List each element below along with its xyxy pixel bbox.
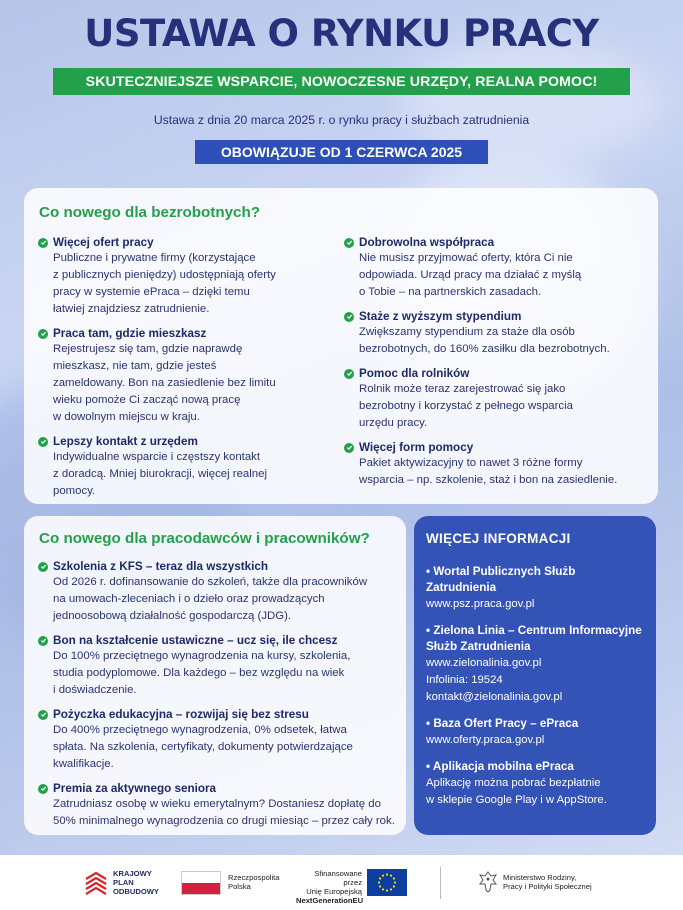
- polish-flag-icon: [181, 871, 221, 895]
- info-resource-item: [426, 716, 648, 749]
- unemployed-benefit-item-description: Rolnik może teraz zarejestrować się jako bezrobotny i korzystać z pełnego wsparcia urzędu pracy.: [359, 383, 573, 429]
- info-resource-title: Służb Zatrudnienia: [426, 640, 531, 653]
- employer-benefit-item-description: Zatrudniasz osobę w wieku emerytalnym? Dostaniesz dopłatę do 50% minimalnego wynagrodzenia co drugi miesiąc – przez cały rok.: [53, 798, 395, 827]
- rzeczpospolita-logo-text: Rzeczpospolita Polska: [228, 873, 280, 891]
- effective-date-banner: OBOWIĄZUJE OD 1 CZERWCA 2025: [195, 140, 488, 164]
- employers-panel: [24, 516, 406, 835]
- employer-benefit-item-title: Bon na kształcenie ustawiczne – ucz się, ile chcesz: [38, 634, 402, 647]
- employer-benefit-item-title: Premia za aktywnego seniora: [38, 782, 402, 795]
- employer-benefit-item-description: Od 2026 r. dofinansowanie do szkoleń, także dla pracowników na umowach-zleceniach i o dzieło oraz prowadzących jednoosobową działalność gospodarczą (JDG).: [53, 576, 368, 622]
- employer-benefit-item-title: Pożyczka edukacyjna – rozwijaj się bez stresu: [38, 708, 402, 721]
- slogan-banner: SKUTECZNIEJSZE WSPARCIE, NOWOCZESNE URZĘDY, REALNA POMOC!: [53, 68, 630, 95]
- footer-logos: [0, 855, 683, 910]
- ministry-logo-text: Ministerstwo Rodziny, Pracy i Polityki Społecznej: [503, 873, 592, 891]
- info-resource-link[interactable]: www.oferty.praca.gov.pl: [426, 734, 545, 746]
- check-circle-icon: [38, 562, 48, 572]
- unemployed-benefit-item-description: Zwiększamy stypendium za staże dla osób bezrobotnych, do 160% zasiłku dla bezrobotnych.: [359, 326, 610, 355]
- unemployed-benefit-item: [344, 441, 654, 489]
- unemployed-benefit-item: [38, 236, 338, 318]
- check-circle-icon: [344, 369, 354, 379]
- kpo-logo-text: KRAJOWY PLAN ODBUDOWY: [113, 869, 159, 896]
- unemployed-benefit-item: [38, 435, 338, 500]
- info-resource-item: [426, 564, 648, 613]
- info-resource-link[interactable]: www.zielonalinia.gov.pl: [426, 657, 542, 669]
- info-resource-text: Aplikację można pobrać bezpłatnie: [426, 777, 601, 789]
- check-circle-icon: [344, 238, 354, 248]
- info-resource-title: • Aplikacja mobilna ePraca: [426, 760, 574, 773]
- unemployed-benefit-item-title: Lepszy kontakt z urzędem: [38, 435, 338, 448]
- unemployed-benefit-item-title: Praca tam, gdzie mieszkasz: [38, 327, 338, 340]
- kpo-logo-icon: [84, 871, 108, 895]
- eagle-emblem-icon: [478, 870, 498, 894]
- act-reference: Ustawa z dnia 20 marca 2025 r. o rynku pracy i służbach zatrudnienia: [153, 113, 530, 127]
- unemployed-benefit-item-description: Nie musisz przyjmować oferty, która Ci nie odpowiada. Urząd pracy ma działać z myślą o Tobie – na partnerskich zasadach.: [359, 252, 582, 298]
- unemployed-left-column: [38, 236, 338, 509]
- unemployed-benefit-item-description: Pakiet aktywizacyjny to nawet 3 różne formy wsparcia – np. szkolenie, staż i bon na zasiedlenie.: [359, 457, 618, 486]
- unemployed-benefit-item: [344, 310, 654, 358]
- check-circle-icon: [38, 329, 48, 339]
- unemployed-benefit-item: [38, 327, 338, 426]
- unemployed-benefit-item-title: Więcej form pomocy: [344, 441, 654, 454]
- check-circle-icon: [38, 784, 48, 794]
- employers-heading: Co nowego dla pracodawców i pracowników?: [39, 530, 370, 547]
- unemployed-right-column: [344, 236, 654, 498]
- eu-flag-icon: [367, 869, 407, 896]
- more-info-panel: [414, 516, 656, 835]
- info-resource-title: • Zielona Linia – Centrum Informacyjne: [426, 624, 642, 637]
- unemployed-benefit-item-description: Publiczne i prywatne firmy (korzystające z publicznych pieniędzy) udostępniają oferty pracy w systemie ePraca – dzięki temu łatwiej znajdziesz zatrudnienie.: [53, 252, 276, 315]
- unemployed-benefit-item-title: Więcej ofert pracy: [38, 236, 338, 249]
- check-circle-icon: [38, 710, 48, 720]
- employer-benefit-item: [38, 634, 402, 699]
- unemployed-benefit-item: [344, 367, 654, 432]
- more-info-list: [426, 564, 648, 819]
- employers-list: [38, 560, 402, 839]
- unemployed-benefit-item-title: Staże z wyższym stypendium: [344, 310, 654, 323]
- unemployed-benefit-item-title: Dobrowolna współpraca: [344, 236, 654, 249]
- unemployed-benefit-item: [344, 236, 654, 301]
- more-info-heading: WIĘCEJ INFORMACJI: [426, 531, 571, 546]
- check-circle-icon: [344, 443, 354, 453]
- check-circle-icon: [38, 636, 48, 646]
- employer-benefit-item: [38, 782, 402, 830]
- employer-benefit-item: [38, 560, 402, 625]
- page-title: USTAWA O RYNKU PRACY: [84, 12, 599, 55]
- info-resource-text: Infolinia: 19524: [426, 674, 503, 686]
- info-resource-title: • Baza Ofert Pracy – ePraca: [426, 717, 579, 730]
- employer-benefit-item: [38, 708, 402, 773]
- employer-benefit-item-description: Do 400% przeciętnego wynagrodzenia, 0% odsetek, łatwa spłata. Na szkolenia, certyfikaty, dokumenty potwierdzające kwalifikacje.: [53, 724, 353, 770]
- footer-divider: [440, 867, 441, 899]
- unemployed-benefit-item-description: Indywidualne wsparcie i częstszy kontakt z doradcą. Mniej biurokracji, więcej realnej pomocy.: [53, 451, 267, 497]
- info-resource-title: • Wortal Publicznych Służb Zatrudnienia: [426, 565, 576, 594]
- unemployed-panel: [24, 188, 658, 504]
- info-resource-link[interactable]: www.psz.praca.gov.pl: [426, 598, 535, 610]
- employer-benefit-item-description: Do 100% przeciętnego wynagrodzenia na kursy, szkolenia, studia podyplomowe. Dla każdego – bez względu na wiek i doświadczenie.: [53, 650, 351, 696]
- info-resource-link[interactable]: kontakt@zielonalinia.gov.pl: [426, 691, 563, 703]
- info-resource-item: [426, 623, 648, 706]
- unemployed-benefit-item-description: Rejestrujesz się tam, gdzie naprawdę mieszkasz, nie tam, gdzie jesteś zameldowany. Bon na zasiedlenie bez limitu wieku pomoże Ci zacząć nową pracę w dowolnym miejscu w kraju.: [53, 343, 276, 423]
- eu-funding-text: Sfinansowane przez Unię Europejską NextGenerationEU: [296, 869, 364, 905]
- unemployed-heading: Co nowego dla bezrobotnych?: [39, 204, 261, 221]
- unemployed-benefit-item-title: Pomoc dla rolników: [344, 367, 654, 380]
- employer-benefit-item-title: Szkolenia z KFS – teraz dla wszystkich: [38, 560, 402, 573]
- check-circle-icon: [344, 312, 354, 322]
- check-circle-icon: [38, 238, 48, 248]
- check-circle-icon: [38, 437, 48, 447]
- info-resource-item: [426, 759, 648, 809]
- info-resource-text: w sklepie Google Play i w AppStore.: [426, 794, 607, 806]
